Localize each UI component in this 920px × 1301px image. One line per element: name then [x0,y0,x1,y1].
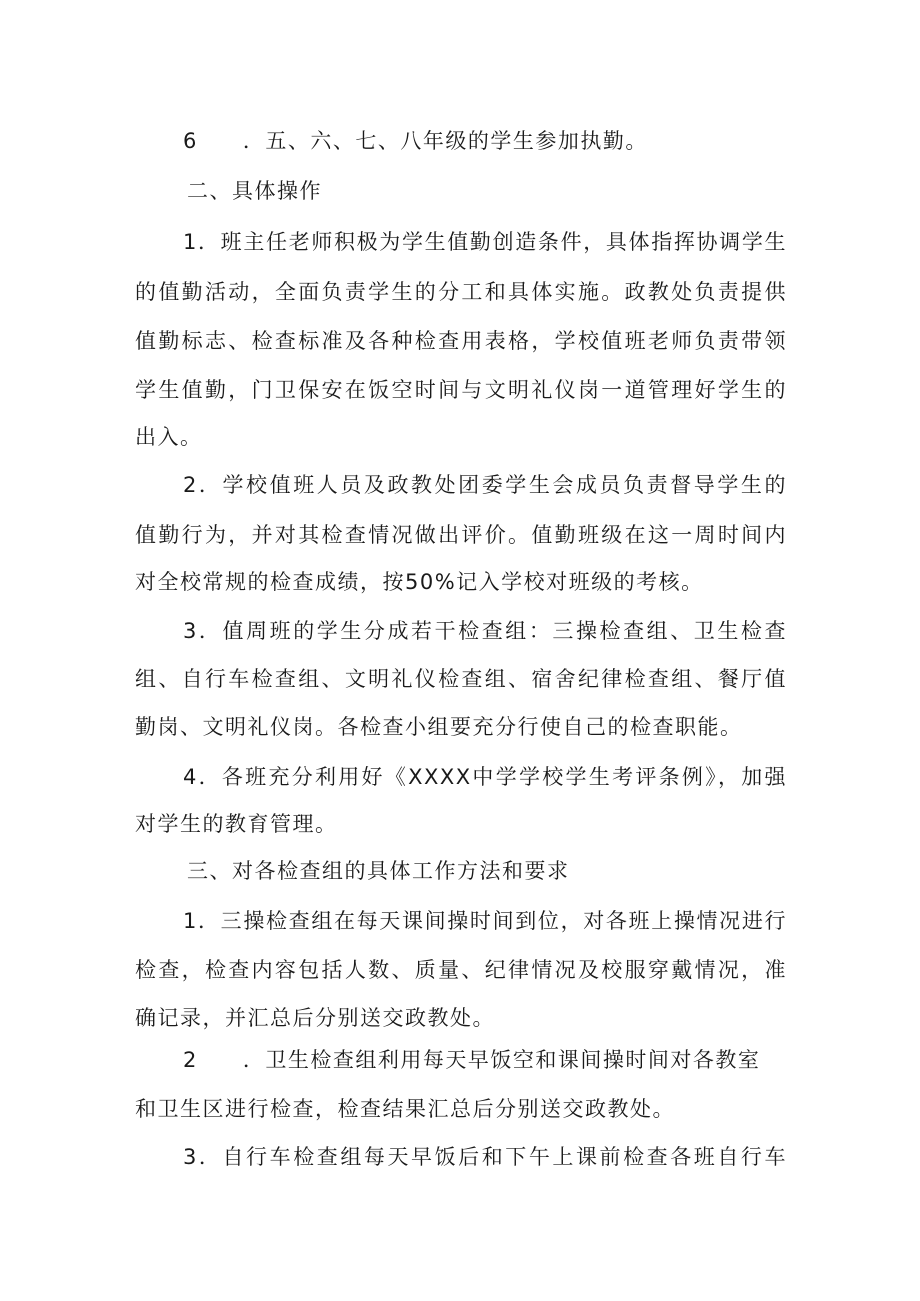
text-line-6: 学生值勤，门卫保安在饭空时间与文明礼仪岗一道管理好学生的 [135,378,787,402]
text-line-12: 组、自行车检查组、文明礼仪检查组、宿舍纪律检查组、餐厅值 [135,667,787,691]
text-line-18: 检查，检查内容包括人数、质量、纪律情况及校服穿戴情况，准 [135,958,787,982]
text-line-14: 4．各班充分利用好《XXXX中学学校学生考评条例》，加强 [183,765,787,789]
text-line-11: 3．值周班的学生分成若干检查组：三操检查组、卫生检查 [183,619,787,643]
text-line-9: 值勤行为，并对其检查情况做出评价。值勤班级在这一周时间内 [135,523,787,547]
text-line-22: 3．自行车检查组每天早饭后和下午上课前检查各班自行车 [183,1145,787,1169]
text-line-1: 6 ．五、六、七、八年级的学生参加执勤。 [183,129,648,153]
text-line-17: 1．三操检查组在每天课间操时间到位，对各班上操情况进行 [183,909,787,933]
text-line-10: 对全校常规的检查成绩，按50%记入学校对班级的考核。 [135,570,704,594]
text-line-8: 2．学校值班人员及政教处团委学生会成员负责督导学生的 [183,473,787,497]
text-line-5: 值勤标志、检查标准及各种检查用表格，学校值班老师负责带领 [135,329,787,353]
text-line-15: 对学生的教育管理。 [135,812,338,836]
text-line-21: 和卫生区进行检查，检查结果汇总后分别送交政教处。 [135,1097,675,1121]
text-line-13: 勤岗、文明礼仪岗。各检查小组要充分行使自己的检查职能。 [135,715,743,739]
text-line-20: 2 ．卫生检查组利用每天早饭空和课间操时间对各教室 [183,1048,761,1072]
text-line-4: 的值勤活动，全面负责学生的分工和具体实施。政教处负责提供 [135,280,787,304]
section-heading-2: 二、具体操作 [187,179,322,203]
text-line-19: 确记录，并汇总后分别送交政教处。 [135,1006,495,1030]
text-line-7: 出入。 [135,425,203,449]
section-heading-16: 三、对各检查组的具体工作方法和要求 [187,859,570,883]
text-line-3: 1．班主任老师积极为学生值勤创造条件，具体指挥协调学生 [183,230,787,254]
